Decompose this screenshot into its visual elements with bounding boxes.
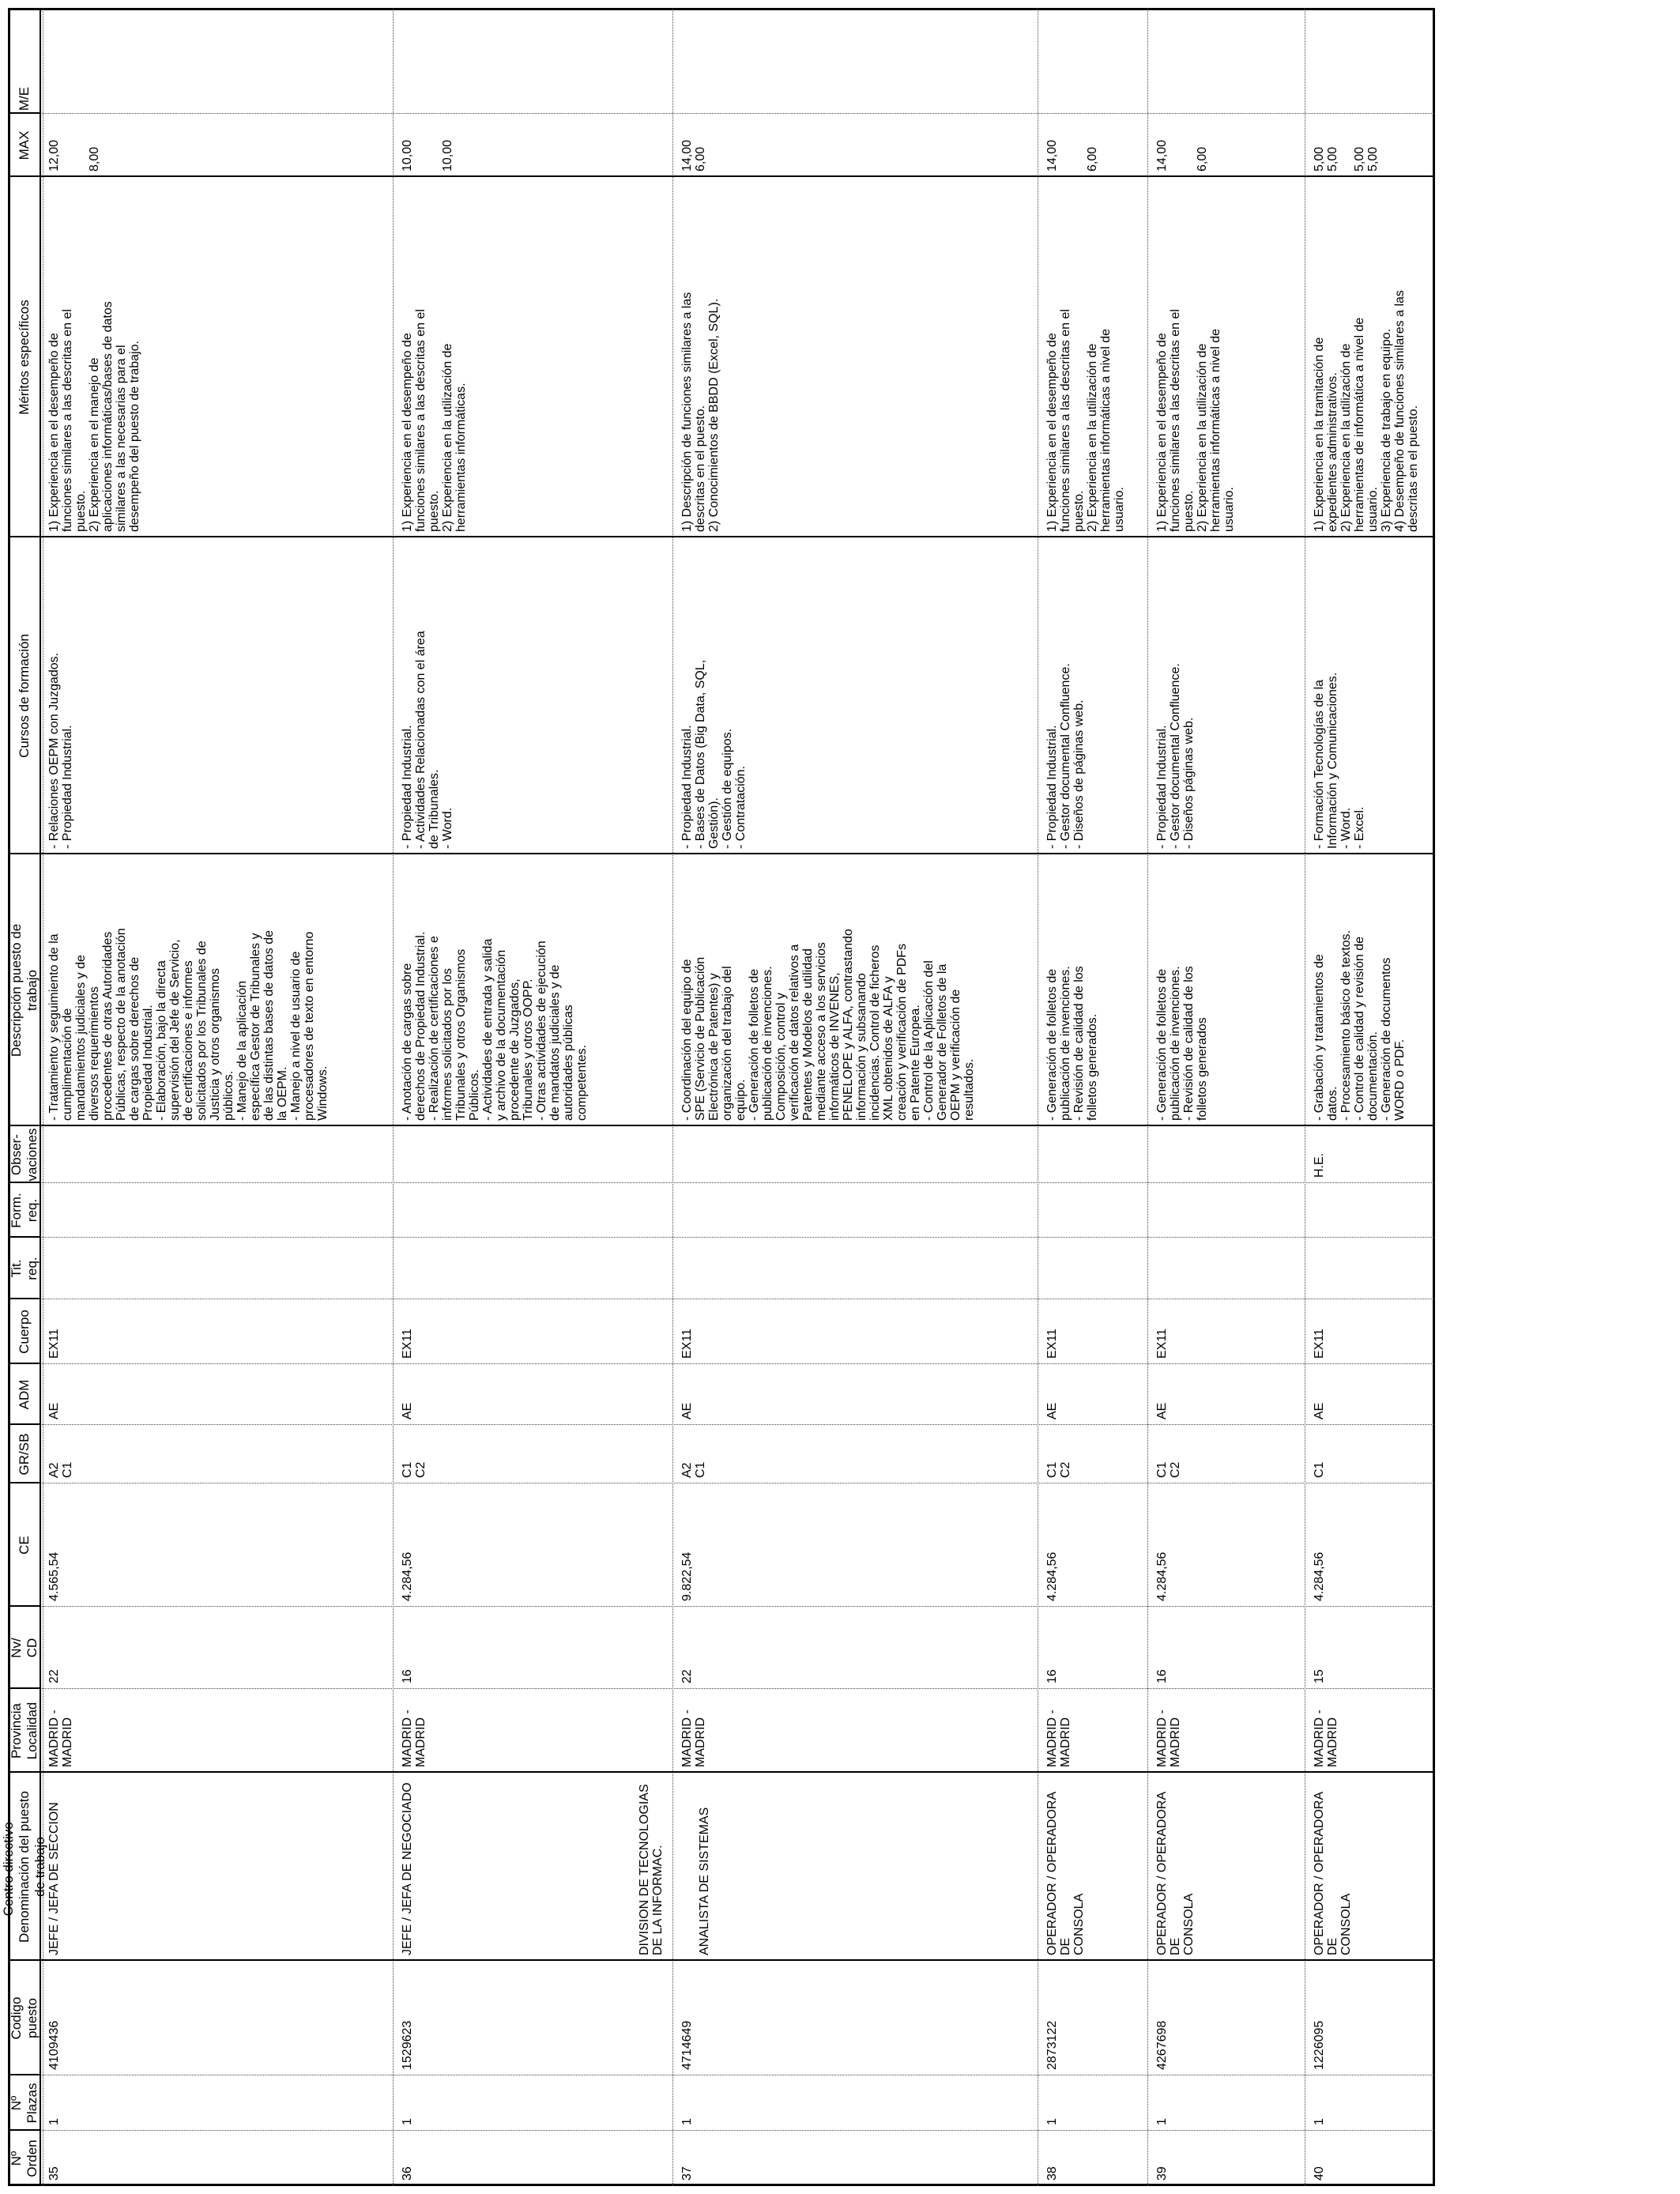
row-39-titulacion bbox=[1155, 1239, 1301, 1296]
row-38-orden: 38 bbox=[1045, 2166, 1059, 2181]
row-40-plazas: 1 bbox=[1313, 2118, 1326, 2125]
row-36-cuerpo: EX11 bbox=[401, 1329, 414, 1359]
row-35-denominacion: JEFE / JEFA DE SECCION bbox=[47, 1802, 61, 1955]
header-grupo: GR/SB bbox=[17, 1433, 32, 1476]
row-38-max: 14,00 6,00 bbox=[1045, 139, 1099, 172]
row-36-cursos: - Propiedad Industrial. - Actividades Relacionadas con el área de Tribunales. - Word. bbox=[401, 631, 454, 849]
row-40-cuerpo: EX11 bbox=[1313, 1329, 1326, 1359]
block-divider bbox=[8, 536, 1435, 537]
row-37-nivel: 22 bbox=[680, 1669, 694, 1683]
row-39-max: 14,00 6,00 bbox=[1155, 139, 1209, 172]
header-provincia: Provincia Localidad bbox=[9, 1702, 40, 1760]
row-39-meritos: 1) Experiencia en el desempeño de funciones similares a las descritas en el puesto. 2) Experiencia en la utilización de herramientas informáticas a nivel de usuario. bbox=[1155, 309, 1236, 532]
header-plazas: Nº Plazas bbox=[9, 2083, 40, 2124]
row-40-grupo: C1 bbox=[1313, 1461, 1326, 1478]
block-divider bbox=[8, 1771, 1435, 1773]
row-38-descripcion: - Generación de folletos de publicación de invenciones. - Revisión de calidad de los folletos generados. bbox=[1045, 966, 1099, 1121]
header-formacion-req: Form. req. bbox=[9, 1193, 40, 1228]
row-36-ce: 4.284,56 bbox=[401, 1551, 414, 1601]
row-36-nivel: 16 bbox=[401, 1669, 414, 1683]
row-39-observaciones bbox=[1155, 1128, 1301, 1180]
row-35-ce: 4.565,54 bbox=[47, 1551, 61, 1601]
header-max: MAX bbox=[17, 130, 32, 160]
row-39-orden: 39 bbox=[1155, 2166, 1169, 2181]
row-38-codigo: 2873122 bbox=[1045, 2020, 1059, 2070]
block-divider bbox=[8, 175, 1435, 177]
row-40-meritos: 1) Experiencia en la tramitación de expedientes administrativos. 2) Experiencia en la utilización de herramientas de informática a nivel de usuario. 3) Experiencia de trabajo en equipo. 4) Desempeño de funciones similares a las descritas en el puesto. bbox=[1313, 290, 1420, 532]
column-divider-header bbox=[8, 1363, 40, 1364]
header-cuerpo: Cuerpo bbox=[17, 1310, 32, 1354]
row-36-grupo: C1 C2 bbox=[401, 1461, 428, 1478]
row-38-ce: 4.284,56 bbox=[1045, 1551, 1059, 1601]
row-35-orden: 35 bbox=[47, 2166, 61, 2181]
row-35-nivel: 22 bbox=[47, 1669, 61, 1683]
row-36-formacion-req bbox=[401, 1185, 669, 1235]
header-descripcion: Descripción puesto de trabajo bbox=[9, 923, 40, 1057]
row-38-adm: AE bbox=[1045, 1402, 1059, 1419]
row-39-denominacion: OPERADOR / OPERADORA DE CONSOLA bbox=[1155, 1792, 1196, 1955]
row-35-cuerpo: EX11 bbox=[47, 1329, 61, 1359]
header-orden: Nº Orden bbox=[9, 2139, 40, 2177]
row-40-observaciones: H.E. bbox=[1313, 1152, 1326, 1178]
column-divider-header bbox=[8, 2074, 40, 2075]
column-divider bbox=[40, 1237, 1435, 1238]
row-37-plazas: 1 bbox=[680, 2118, 694, 2125]
header-meritos: Méritos específicos bbox=[17, 300, 32, 415]
column-divider-header bbox=[8, 1605, 40, 1607]
row-35-formacion-req bbox=[47, 1185, 390, 1235]
row-35-max: 12,00 8,00 bbox=[47, 139, 101, 172]
row-40-orden: 40 bbox=[1313, 2166, 1326, 2181]
unit-label: DIVISION DE TECNOLOGIAS DE LA INFORMAC. bbox=[638, 1784, 665, 1955]
row-35-titulacion bbox=[47, 1239, 390, 1296]
column-divider bbox=[40, 113, 1435, 114]
row-39-cursos: - Propiedad Industrial. - Gestor documental Confluence. - Diseños páginas web. bbox=[1155, 663, 1196, 849]
row-37-provincia: MADRID - MADRID bbox=[680, 1710, 707, 1767]
row-38-titulacion bbox=[1045, 1239, 1144, 1296]
column-divider-header bbox=[8, 1423, 40, 1425]
row-37-formacion-req bbox=[680, 1185, 1034, 1235]
column-divider bbox=[40, 2130, 1435, 2131]
column-divider-header bbox=[8, 1182, 40, 1183]
row-38-formacion-req bbox=[1045, 1185, 1144, 1235]
row-40-denominacion: OPERADOR / OPERADORA DE CONSOLA bbox=[1313, 1792, 1353, 1955]
row-40-formacion-req bbox=[1313, 1185, 1432, 1235]
row-38-plazas: 1 bbox=[1045, 2118, 1059, 2125]
row-39-formacion-req bbox=[1155, 1185, 1301, 1235]
row-36-provincia: MADRID - MADRID bbox=[401, 1710, 428, 1767]
row-39-plazas: 1 bbox=[1155, 2118, 1169, 2125]
column-divider-header bbox=[8, 1236, 40, 1238]
row-39-nivel: 16 bbox=[1155, 1669, 1169, 1683]
column-divider-header bbox=[8, 1298, 40, 1299]
column-divider bbox=[40, 1688, 1435, 1689]
row-40-nivel: 15 bbox=[1313, 1669, 1326, 1683]
row-37-grupo: A2 C1 bbox=[680, 1461, 707, 1478]
row-divider bbox=[1147, 8, 1148, 2186]
row-35-codigo: 4109436 bbox=[47, 2020, 61, 2070]
column-divider bbox=[40, 1606, 1435, 1607]
row-35-adm: AE bbox=[47, 1402, 61, 1419]
row-39-me bbox=[1155, 85, 1301, 111]
column-divider bbox=[40, 1182, 1435, 1183]
row-38-cursos: - Propiedad Industrial. - Gestor documental Confluence. - Diseños de páginas web. bbox=[1045, 663, 1086, 849]
row-37-me bbox=[680, 85, 1034, 111]
row-36-max: 10,00 10,00 bbox=[401, 139, 454, 172]
row-35-observaciones bbox=[47, 1128, 390, 1180]
header-ce: CE bbox=[17, 1536, 32, 1555]
row-37-adm: AE bbox=[680, 1402, 694, 1419]
row-35-grupo: A2 C1 bbox=[47, 1461, 74, 1478]
block-divider bbox=[8, 1125, 1435, 1126]
row-39-descripcion: - Generación de folletos de publicación de invenciones. - Revisión de calidad de los folletos generados bbox=[1155, 966, 1209, 1121]
row-35-plazas: 1 bbox=[47, 2118, 61, 2125]
header-titulacion: Tit. req. bbox=[9, 1257, 40, 1280]
row-38-meritos: 1) Experiencia en el desempeño de funciones similares a las descritas en el puesto. 2) Experiencia en la utilización de herramientas informáticas a nivel de usuario. bbox=[1045, 309, 1126, 532]
column-divider-header bbox=[8, 2129, 40, 2131]
row-37-cuerpo: EX11 bbox=[680, 1329, 694, 1359]
row-37-titulacion bbox=[680, 1239, 1034, 1296]
row-38-nivel: 16 bbox=[1045, 1669, 1059, 1683]
row-40-codigo: 1226095 bbox=[1313, 2020, 1326, 2070]
row-37-descripcion: - Coordinación del equipo de SPE (Servicio de Publicación Electrónica de Patentes) y organización del trabajo del equipo. - Generación de folletos de publicación de invenciones. Composición, control y verificación de datos relativos a Patentes y Modelos de utilidad mediante acceso a los servicios informáticos de INVENES, PENELOPE y ALFA, contrastando información y subsanando incidencias. Control de ficheros XML obtenidos de ALFA y creación y verificación de PDFs en Patente Europea. - Control de la Aplicación del Generador de Folletos de la OEPM y verificación de resultados. bbox=[680, 929, 976, 1121]
row-35-descripcion: - Tratamiento y seguimiento de la cumplimentación de mandamientos judiciales y de diversos requerimientos procedentes de otras Autoridades Públicas, respecto de la anotación de cargas sobre derechos de Propiedad Industrial. - Elaboración, bajo la directa supervisión del Jefe de Servicio, de certificaciones e informes solicitados por los Tribunales de Justicia y otros organismos públicos. - Manejo de la aplicación específica Gestor de Tribunales y de las distintas bases de datos de la OEPM. - Manejo a nivel de usuario de procesadores de texto en entorno Windows. bbox=[47, 928, 330, 1121]
header-observaciones: Obser- vaciones bbox=[9, 1128, 40, 1182]
row-40-descripcion: - Grabación y tratamientos de datos. - Procesamiento básico de textos. - Control de calidad y revisión de documentación. - Generación de documentos WORD o PDF. bbox=[1313, 929, 1407, 1121]
block-divider bbox=[8, 853, 1435, 854]
row-40-titulacion bbox=[1313, 1239, 1432, 1296]
row-40-max: 5,00 5,00 5,00 5,00 bbox=[1313, 146, 1380, 172]
column-divider bbox=[40, 1363, 1435, 1364]
row-36-titulacion bbox=[401, 1239, 669, 1296]
row-38-provincia: MADRID - MADRID bbox=[1045, 1710, 1072, 1767]
row-40-ce: 4.284,56 bbox=[1313, 1551, 1326, 1601]
row-38-grupo: C1 C2 bbox=[1045, 1461, 1072, 1478]
row-35-provincia: MADRID - MADRID bbox=[47, 1710, 74, 1767]
row-39-codigo: 4267698 bbox=[1155, 2020, 1169, 2070]
row-39-grupo: C1 C2 bbox=[1155, 1461, 1182, 1478]
row-36-denominacion: JEFE / JEFA DE NEGOCIADO bbox=[401, 1782, 414, 1955]
row-39-adm: AE bbox=[1155, 1402, 1169, 1419]
row-37-ce: 9.822,54 bbox=[680, 1551, 694, 1601]
header-adm: ADM bbox=[17, 1379, 32, 1410]
block-divider bbox=[8, 1959, 1435, 1961]
header-rule bbox=[40, 8, 41, 2186]
row-39-ce: 4.284,56 bbox=[1155, 1551, 1169, 1601]
column-divider-header bbox=[8, 112, 40, 114]
row-36-codigo: 1529623 bbox=[401, 2020, 414, 2070]
column-divider bbox=[40, 1424, 1435, 1425]
row-37-denominacion: ANALISTA DE SISTEMAS bbox=[698, 1807, 711, 1955]
row-37-cursos: - Propiedad Industrial. - Bases de Datos (Big Data, SQL, Gestión). - Gestión de equipos. - Contratación. bbox=[680, 659, 748, 849]
column-divider-header bbox=[8, 1687, 40, 1689]
row-36-adm: AE bbox=[401, 1402, 414, 1419]
header-codigo: Codigo puesto bbox=[9, 1996, 40, 2040]
row-36-observaciones bbox=[401, 1128, 669, 1180]
row-35-cursos: - Relaciones OEPM con Juzgados. - Propiedad Industrial. bbox=[47, 652, 74, 849]
row-40-adm: AE bbox=[1313, 1402, 1326, 1419]
row-35-meritos: 1) Experiencia en el desempeño de funciones similares a las descritas en el puesto. 2) Experiencia en el manejo de aplicaciones informáticas/bases de datos similares a las necesarias para el desempeño del puesto de trabajo. bbox=[47, 301, 141, 532]
header-cursos: Cursos de formación bbox=[17, 634, 32, 758]
row-37-orden: 37 bbox=[680, 2166, 694, 2181]
row-40-provincia: MADRID - MADRID bbox=[1313, 1710, 1339, 1767]
row-36-orden: 36 bbox=[401, 2166, 414, 2181]
row-37-meritos: 1) Descripción de funciones similares a las descritas en el puesto. 2) Conocimientos de BBDD (Excel, SQL). bbox=[680, 292, 721, 532]
row-38-me bbox=[1045, 85, 1144, 111]
row-36-me bbox=[401, 85, 669, 111]
row-38-observaciones bbox=[1045, 1128, 1144, 1180]
header-nivel: Nv/ CD bbox=[9, 1638, 40, 1658]
column-divider-header bbox=[8, 1482, 40, 1483]
row-36-meritos: 1) Experiencia en el desempeño de funciones similares a las descritas en el puesto. 2) Experiencia en la utilización de herramientas informáticas. bbox=[401, 309, 468, 532]
row-38-cuerpo: EX11 bbox=[1045, 1329, 1059, 1359]
row-35-me bbox=[47, 85, 390, 111]
row-divider bbox=[393, 8, 394, 2186]
row-39-provincia: MADRID - MADRID bbox=[1155, 1710, 1182, 1767]
row-40-cursos: - Formación Tecnologías de la Información y Comunicaciones. - Word. - Excel. bbox=[1313, 672, 1366, 849]
row-40-me bbox=[1313, 85, 1432, 111]
row-37-observaciones bbox=[680, 1128, 1034, 1180]
row-36-plazas: 1 bbox=[401, 2118, 414, 2125]
header-denominacion: Centro directivo- Denominación del puesto de trabajo bbox=[1, 1791, 47, 1943]
row-36-descripcion: - Anotación de cargas sobre derechos de Propiedad Industrial. - Realización de certificaciones e informes solicitados por los Tribunales y otros Organismos Públicos. - Actividades de entrada y salida y archivo de la documentación procedente de Juzgados, Tribunales y otros OOPP. - Otras actividades de ejecución de mandatos judiciales y de autoridades públicas competentes. bbox=[401, 931, 589, 1121]
row-37-codigo: 4714649 bbox=[680, 2020, 694, 2070]
row-37-max: 14,00 6,00 bbox=[680, 139, 707, 172]
row-38-denominacion: OPERADOR / OPERADORA DE CONSOLA bbox=[1045, 1792, 1086, 1955]
row-39-cuerpo: EX11 bbox=[1155, 1329, 1169, 1359]
header-me: M/E bbox=[17, 86, 32, 111]
